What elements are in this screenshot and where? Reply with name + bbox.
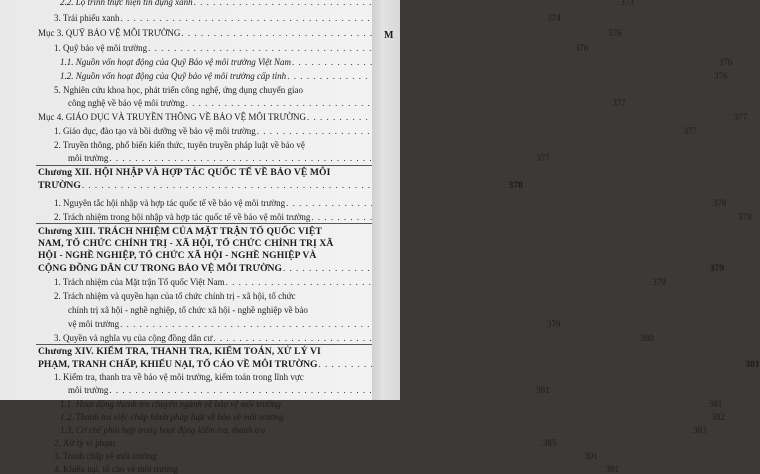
- toc-entry-text: chính trị xã hội - nghề nghiệp, tổ chức xã hội - nghề nghiệp về bảo: [68, 305, 308, 315]
- toc-entry-text: 2. Trách nhiệm và quyền hạn của tổ chức chính trị - xã hội, tổ chức: [54, 291, 296, 301]
- toc-entry-text: 1. Kiểm tra, thanh tra về bảo vệ môi trường, kiểm toán trong lĩnh vực: [54, 372, 304, 382]
- toc-entry: [60, 399, 723, 409]
- toc-page-number: 376: [608, 28, 622, 38]
- toc-page-number: 379: [709, 263, 725, 274]
- toc-entry-text: 1.2. Nguồn vốn hoạt động của Quỹ bảo vệ môi trường cấp tỉnh: [60, 71, 287, 81]
- toc-entry: [68, 385, 550, 395]
- toc-page-number: 376: [713, 71, 728, 81]
- toc-page-number: 381: [745, 359, 760, 370]
- toc-entry: [38, 28, 622, 38]
- chapter-entry: [38, 263, 725, 274]
- toc-entry-text: 1.1. Nguồn vốn hoạt động của Quỹ Bảo vệ môi trường Việt Nam: [60, 57, 292, 67]
- toc-entry: [60, 71, 728, 81]
- toc-entry: [54, 464, 620, 474]
- toc-page-number: 377: [612, 98, 626, 108]
- toc-page-number: 381: [536, 385, 550, 395]
- toc-entry-text: Mục 4. GIÁO DỤC VÀ TRUYỀN THÔNG VỀ BẢO VỆ MÔI TRƯỜNG: [38, 112, 306, 122]
- toc-entry-text: 2.2. Lộ trình thực hiện tín dụng xanh: [60, 0, 193, 7]
- toc-entry-text: 1.1. Hoạt động thanh tra chuyên ngành về bảo vệ môi trường: [60, 399, 281, 409]
- toc-entry-text: Mục 3. QUỸ BẢO VỆ MÔI TRƯỜNG: [38, 28, 181, 38]
- chapter-divider: [36, 223, 372, 224]
- adjacent-page-edge: [372, 0, 400, 400]
- toc-entry-text: vệ môi trường: [68, 319, 120, 329]
- toc-entry-text: 3. Trái phiếu xanh: [54, 13, 120, 23]
- toc-entry-text: 4. Khiếu nại, tố cáo về môi trường: [54, 464, 178, 474]
- toc-entry-text: 2. Xử lý vi phạm: [54, 438, 116, 448]
- toc-entry-text: 1. Trách nhiệm của Mặt trận Tổ quốc Việt Nam: [54, 277, 225, 287]
- toc-page-number: 381: [708, 399, 723, 409]
- toc-page-number: 374: [547, 13, 561, 23]
- toc-page-number: 378: [738, 212, 752, 222]
- toc-page-number: 377: [733, 112, 748, 122]
- toc-entry: [54, 198, 727, 208]
- toc-entry: [54, 333, 654, 343]
- toc-entry-text: môi trường: [68, 385, 109, 395]
- toc-entry: [60, 0, 634, 7]
- toc-entry: [38, 112, 748, 122]
- toc-entry-text: môi trường: [68, 153, 109, 163]
- toc-entry: [68, 98, 626, 108]
- margin-letter: M: [384, 30, 394, 41]
- toc-page-number: 380: [640, 333, 654, 343]
- chapter-entry: [38, 180, 523, 191]
- toc-page-number: 378: [712, 198, 727, 208]
- toc-entry: [54, 277, 666, 287]
- toc-entry-text: 1.2. Thanh tra việc chấp hành pháp luật về bảo vệ môi trường: [60, 412, 284, 422]
- toc-page-number: 376: [574, 43, 589, 53]
- chapter-heading: CỘNG ĐỒNG DÂN CƯ TRONG BẢO VỆ MÔI TRƯỜNG: [38, 263, 282, 274]
- toc-page-number: 377: [536, 153, 550, 163]
- chapter-entry: [38, 359, 760, 370]
- toc-page-number: 391: [605, 464, 620, 474]
- toc-page-number: 391: [584, 451, 598, 461]
- chapter-heading: HỘI - NGHỀ NGHIỆP, TỔ CHỨC XÃ HỘI - NGHỀ NGHIỆP VÀ: [38, 250, 317, 261]
- toc-entry-text: 1. Quỹ bảo vệ môi trường: [54, 43, 148, 53]
- toc-page-number: 373: [620, 0, 634, 7]
- toc-entry: [54, 126, 697, 136]
- toc-page-number: 377: [683, 126, 697, 136]
- toc-entry-text: 1. Nguyên tắc hội nhập và hợp tác quốc tế về bảo vệ môi trường: [54, 198, 286, 208]
- toc-entry-text: 5. Nghiên cứu khoa học, phát triển công nghệ, ứng dụng chuyển giao: [54, 85, 303, 95]
- toc-entry: [54, 212, 752, 222]
- chapter-heading: Chương XII. HỘI NHẬP VÀ HỢP TÁC QUỐC TẾ VỀ BẢO VỆ MÔI: [38, 167, 331, 178]
- toc-page-number: 383: [693, 425, 707, 435]
- toc-entry-text: 1. Giáo dục, đào tạo và bồi dưỡng về bảo vệ môi trường: [54, 126, 256, 136]
- chapter-heading: Chương XIV. KIỂM TRA, THANH TRA, KIỂM TOÁN, XỬ LÝ VI: [38, 346, 321, 357]
- toc-page-number: 379: [546, 319, 561, 329]
- toc-entry: [68, 153, 550, 163]
- toc-page-number: 382: [711, 412, 725, 422]
- toc-entry-text: 3. Quyền và nghĩa vụ của cộng đồng dân cư: [54, 333, 213, 343]
- toc-entry: [68, 319, 561, 329]
- toc-entry: [54, 43, 589, 53]
- toc-entry: [54, 438, 557, 448]
- toc-entry: [60, 57, 733, 67]
- chapter-divider: [36, 344, 372, 345]
- toc-page-number: 385: [542, 438, 557, 448]
- chapter-heading: Chương XIII. TRÁCH NHIỆM CỦA MẶT TRẬN TỔ QUỐC VIỆT: [38, 226, 322, 237]
- toc-page-number: 379: [652, 277, 666, 287]
- toc-entry-text: 1.3. Cơ chế phối hợp trong hoạt động kiểm tra, thanh tra: [60, 425, 266, 435]
- toc-page-number: 376: [718, 57, 733, 67]
- toc-entry-text: 3. Tranh chấp về môi trường: [54, 451, 157, 461]
- toc-entry: [60, 412, 725, 422]
- toc-entry: [54, 13, 561, 23]
- toc-entry: [60, 425, 707, 435]
- toc-entry-text: công nghệ về bảo vệ môi trường: [68, 98, 185, 108]
- toc-entry-text: 2. Trách nhiệm trong hội nhập và hợp tác quốc tế về bảo vệ môi trường: [54, 212, 311, 222]
- chapter-heading: TRƯỜNG: [38, 180, 81, 191]
- toc-entry: [54, 451, 598, 461]
- toc-entry-text: 2. Truyền thông, phổ biến kiến thức, tuyên truyền pháp luật về bảo vệ: [54, 140, 305, 150]
- toc-page-number: 378: [508, 180, 523, 191]
- chapter-heading: NAM, TỔ CHỨC CHÍNH TRỊ - XÃ HỘI, TỔ CHỨC CHÍNH TRỊ XÃ: [38, 238, 334, 249]
- chapter-heading: PHẠM, TRANH CHẤP, KHIẾU NẠI, TỐ CÁO VỀ MÔI TRƯỜNG: [38, 359, 318, 370]
- chapter-divider: [36, 165, 372, 166]
